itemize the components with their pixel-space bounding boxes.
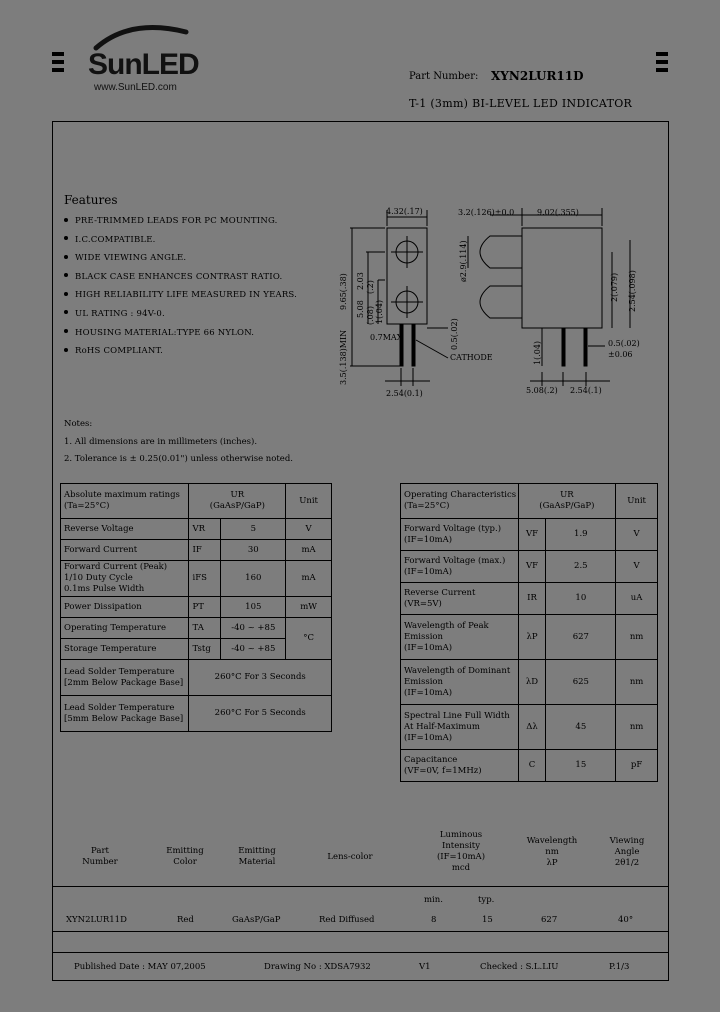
dim-1-max: 1(.04)	[375, 299, 384, 324]
symbol-cell: Δλ	[518, 705, 546, 750]
feature-item: I.C.COMPATIBLE.	[64, 231, 297, 250]
dim-5-08: 5.08	[356, 300, 365, 318]
value-cell: 10	[546, 583, 616, 615]
symbol-cell: C	[518, 750, 546, 782]
feature-item: HOUSING MATERIAL:TYPE 66 NYLON.	[64, 324, 297, 343]
value-cell: 160	[221, 561, 286, 597]
side-view-body	[522, 228, 602, 328]
unit-cell: nm	[616, 615, 658, 660]
brand-logo: SunLED	[88, 48, 199, 81]
param-cell: Reverse Current (VR=5V)	[401, 583, 519, 615]
dim-diameter: ø2.9(.114)	[459, 240, 468, 282]
features-list	[64, 212, 297, 361]
param-cell: Lead Solder Temperature [5mm Below Package Base]	[61, 696, 189, 732]
part-number-label: Part Number:	[409, 71, 479, 82]
dim-2-03: 2.03	[356, 272, 365, 290]
param-cell: Forward Current (Peak) 1/10 Duty Cycle 0.1ms Pulse Width	[61, 561, 189, 597]
bullet-icon	[64, 292, 68, 296]
param-cell: Forward Current	[61, 540, 189, 561]
param-cell: Lead Solder Temperature [2mm Below Package Base]	[61, 660, 189, 696]
row-lens: Red Diffused	[319, 915, 375, 925]
bullet-icon	[64, 348, 68, 352]
website-url[interactable]: www.SunLED.com	[94, 82, 177, 93]
symbol-cell: Tstg	[189, 639, 221, 660]
value-cell: 260°C For 5 Seconds	[189, 696, 332, 732]
table-row	[61, 660, 332, 696]
part-number-value: XYN2LUR11D	[491, 69, 584, 83]
value-cell: 627	[546, 615, 616, 660]
page-number: P.1/3	[609, 962, 630, 972]
row-color: Red	[177, 915, 194, 925]
notes-title: Notes:	[64, 419, 93, 429]
dim-1-04: 1(.04)	[533, 340, 542, 365]
feature-item: RoHS COMPLIANT.	[64, 342, 297, 361]
value-cell: 30	[221, 540, 286, 561]
dim-width: 4.32(.17)	[386, 207, 423, 216]
part-table-header	[52, 826, 669, 886]
dim-0-08: (.08)	[366, 306, 375, 325]
operating-characteristics-table	[400, 483, 658, 782]
unit-cell: V	[286, 519, 332, 540]
value-cell: 2.5	[546, 551, 616, 583]
table-row	[401, 615, 658, 660]
dim-top-3-2: 3.2(.126)±0.0	[458, 208, 515, 217]
value-cell: 260°C For 3 Seconds	[189, 660, 332, 696]
table-row	[401, 660, 658, 705]
col-min: min.	[424, 895, 443, 905]
bullet-icon	[64, 273, 68, 277]
symbol-cell: VF	[518, 551, 546, 583]
col-viewing-angle: Viewing Angle 2θ1/2	[609, 836, 645, 868]
value-cell: 45	[546, 705, 616, 750]
table-row	[401, 750, 658, 782]
dim-0-5: 0.5(.02)	[450, 318, 459, 350]
table-row	[61, 540, 332, 561]
table-row	[401, 519, 658, 551]
unit-cell: mW	[286, 597, 332, 618]
package-drawing	[330, 200, 660, 405]
dim-lead-square: 0.5(.02)	[608, 339, 640, 348]
note-item: 1. All dimensions are in millimeters (inches).	[64, 437, 258, 447]
param-cell: Forward Voltage (typ.) (IF=10mA)	[401, 519, 519, 551]
part-row-rule	[52, 931, 669, 932]
value-cell: 105	[221, 597, 286, 618]
absolute-ratings-table	[60, 483, 332, 732]
param-cell: Reverse Voltage	[61, 519, 189, 540]
drawing-number: Drawing No : XDSA7932	[264, 962, 371, 972]
row-min: 8	[431, 915, 437, 925]
header-ur: UR (GaAsP/GaP)	[518, 484, 616, 519]
unit-cell: °C	[286, 618, 332, 660]
col-part-number: Part Number	[82, 846, 118, 867]
bullet-icon	[64, 329, 68, 333]
symbol-cell: λD	[518, 660, 546, 705]
feature-item: UL RATING : 94V-0.	[64, 305, 297, 324]
symbol-cell: VF	[518, 519, 546, 551]
row-typ: 15	[482, 915, 493, 925]
unit-cell: uA	[616, 583, 658, 615]
row-wavelength: 627	[541, 915, 558, 925]
label-cathode: CATHODE	[450, 353, 493, 362]
notes-list	[64, 434, 293, 468]
col-emitting-material: Emitting Material	[238, 846, 276, 867]
table-row	[61, 618, 332, 639]
symbol-cell: IF	[189, 540, 221, 561]
dim-tolerance: ±0.06	[608, 350, 633, 359]
symbol-cell: TA	[189, 618, 221, 639]
header-param: Operating Characteristics (Ta=25°C)	[401, 484, 519, 519]
table-row	[401, 583, 658, 615]
table-header-row	[401, 484, 658, 519]
symbol-cell: PT	[189, 597, 221, 618]
unit-cell: mA	[286, 540, 332, 561]
symbol-cell: iFS	[189, 561, 221, 597]
row-part-number: XYN2LUR11D	[66, 915, 127, 925]
col-luminous-intensity: Luminous Intensity (IF=10mA) mcd	[436, 830, 486, 873]
bullet-icon	[64, 218, 68, 222]
col-lens-color: Lens-color	[327, 852, 373, 862]
col-emitting-color: Emitting Color	[166, 846, 204, 867]
value-cell: -40 ~ +85	[221, 618, 286, 639]
param-cell: Wavelength of Dominant Emission (IF=10mA)	[401, 660, 519, 705]
param-cell: Operating Temperature	[61, 618, 189, 639]
unit-cell: V	[616, 519, 658, 551]
header-unit: Unit	[286, 484, 332, 519]
features-title: Features	[64, 193, 118, 207]
dim-top-9-02: 9.02(.355)	[537, 208, 579, 217]
unit-cell: nm	[616, 705, 658, 750]
table-row	[61, 561, 332, 597]
dim-pitch-left: 2.54(0.1)	[386, 389, 423, 398]
version: V1	[419, 962, 431, 972]
dim-2-54-right: 2.54(.098)	[628, 270, 637, 312]
row-material: GaAsP/GaP	[232, 915, 281, 925]
dim-0-2: (.2)	[366, 280, 375, 294]
page-title: T-1 (3mm) BI-LEVEL LED INDICATOR	[409, 97, 633, 110]
header-param: Absolute maximum ratings (Ta=25°C)	[61, 484, 189, 519]
unit-cell: nm	[616, 660, 658, 705]
dim-lead-length: 3.5(.138)MIN	[339, 329, 348, 385]
symbol-cell: IR	[518, 583, 546, 615]
footer-rule	[52, 952, 669, 953]
param-cell: Capacitance (VF=0V, f=1MHz)	[401, 750, 519, 782]
table-row	[61, 519, 332, 540]
table-row	[401, 551, 658, 583]
dim-7max: 0.7MAX	[370, 333, 403, 342]
unit-cell: pF	[616, 750, 658, 782]
param-cell: Power Dissipation	[61, 597, 189, 618]
table-row	[401, 705, 658, 750]
symbol-cell: λP	[518, 615, 546, 660]
bullet-icon	[64, 255, 68, 259]
feature-item: BLACK CASE ENHANCES CONTRAST RATIO.	[64, 268, 297, 287]
bullet-icon	[64, 310, 68, 314]
col-typ: typ.	[478, 895, 495, 905]
param-cell: Storage Temperature	[61, 639, 189, 660]
col-wavelength: Wavelength nm λP	[526, 836, 578, 868]
param-cell: Wavelength of Peak Emission (IF=10mA)	[401, 615, 519, 660]
checked-by: Checked : S.L.LIU	[480, 962, 559, 972]
value-cell: 15	[546, 750, 616, 782]
unit-cell: V	[616, 551, 658, 583]
table-header-row	[61, 484, 332, 519]
table-row	[61, 597, 332, 618]
published-date: Published Date : MAY 07,2005	[74, 962, 206, 972]
value-cell: 625	[546, 660, 616, 705]
dim-2-54-bottom: 2.54(.1)	[570, 386, 602, 395]
note-item: 2. Tolerance is ± 0.25(0.01") unless otherwise noted.	[64, 454, 293, 464]
feature-item: PRE-TRIMMED LEADS FOR PC MOUNTING.	[64, 212, 297, 231]
header-unit: Unit	[616, 484, 658, 519]
feature-item: WIDE VIEWING ANGLE.	[64, 249, 297, 268]
value-cell: 1.9	[546, 519, 616, 551]
value-cell: -40 ~ +85	[221, 639, 286, 660]
feature-item: HIGH RELIABILITY LIFE MEASURED IN YEARS.	[64, 286, 297, 305]
value-cell: 5	[221, 519, 286, 540]
dim-height-total: 9.65(.38)	[339, 273, 348, 310]
part-header-rule	[52, 886, 669, 887]
dim-2-079: 2(.079)	[610, 272, 619, 302]
header-ur: UR (GaAsP/GaP)	[189, 484, 286, 519]
param-cell: Spectral Line Full Width At Half-Maximum (IF=10mA)	[401, 705, 519, 750]
dim-5-08-bottom: 5.08(.2)	[526, 386, 558, 395]
table-row	[61, 696, 332, 732]
param-cell: Forward Voltage (max.) (IF=10mA)	[401, 551, 519, 583]
bullet-icon	[64, 236, 68, 240]
unit-cell: mA	[286, 561, 332, 597]
row-viewing-angle: 40°	[618, 915, 634, 925]
symbol-cell: VR	[189, 519, 221, 540]
